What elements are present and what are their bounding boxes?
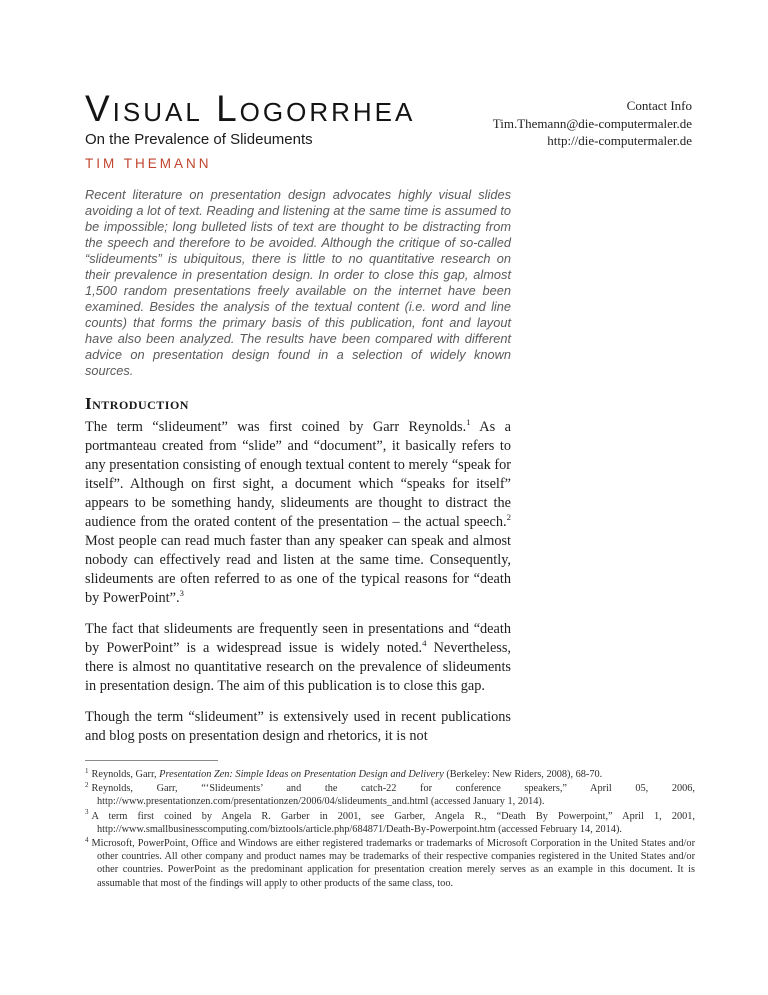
abstract: Recent literature on presentation design advocates highly visual slides avoiding a lot of text. Reading and listening at the same time is assumed to be impossible; long bulleted lists of text are thought to be distracting from the speech and therefore to be avoided. Although the critique of so-called “slideuments” is ubiquitous, there is little to no quantitative research on their prevalence in presentation design. In order to close this gap, almost 1,500 random presentations freely available on the internet have been examined. Besides the analysis of the textual content (i.e. word and line counts) that forms the primary basis of this publication, font and layout have also been analyzed. The results have been compared with different advice on presentation design found in a selection of widely known sources. — [85, 187, 511, 378]
footnote-number: 3 — [85, 808, 89, 817]
paragraph: Though the term “slideument” is extensively used in recent publications and blog posts on presentation design and rhetorics, it is not — [85, 709, 511, 744]
body-paragraphs — [85, 418, 511, 746]
author: TIM THEMANN — [85, 156, 212, 171]
title-block — [85, 90, 415, 171]
footnote-number: 1 — [85, 766, 89, 775]
footnotes-list — [85, 768, 695, 890]
footnote-separator — [85, 760, 218, 761]
paragraph: The term “slideument” was first coined by Garr Reynolds.$^1$ As a portmanteau created from “slide” and “document”, it basically refers to any presentation consisting of enough textual content to merely “speak for itself”. Although on first sight, a document which “speaks for itself” appears to be something handy, slideuments are thought to distract the audience from the orated content of the presentation – the actual speech.$^2$ Most people can read much faster than any speaker can speak and almost nobody can effectively read and listen at the same time. Consequently, slideuments are often referred to as one of the typical reasons for “death by PowerPoint”.$^3$ — [85, 417, 511, 606]
footnote: $^2$ Reynolds, Garr, “‘Slideuments’ and the catch-22 for conference speakers,” April 05, 2006, http://www.presentationzen.com/presentationzen/2006/04/slideuments_and.html (accessed January 1, 2014). — [85, 780, 695, 808]
footnote-number: 2 — [85, 780, 89, 789]
contact-website: http://die-computermaler.de — [547, 133, 692, 148]
footnote-number: 4 — [85, 835, 89, 844]
main-column — [85, 187, 511, 758]
footnote: $^3$ A term first coined by Angela R. Garber in 2001, see Garber, Angela R., “Death By Powerpoint,” April 1, 2001, http://www.smallbusinesscomputing.com/biztools/article.php/684871/Death-By-Powerpoint.htm (accessed February 14, 2014). — [85, 808, 695, 835]
contact-info — [493, 90, 692, 150]
subtitle: On the Prevalence of Slideuments — [85, 131, 313, 148]
footnote-ref: 3 — [179, 588, 184, 599]
contact-label: Contact Info — [626, 98, 692, 113]
contact-email: Tim.Themann@die-computermaler.de — [492, 115, 692, 131]
page-title: Visual Logorrhea — [85, 88, 416, 129]
header — [85, 90, 692, 171]
footnote-ref: 1 — [466, 417, 471, 428]
introduction-section — [85, 394, 511, 746]
footnote-ref: 4 — [422, 638, 427, 649]
section-heading-introduction: Introduction — [85, 394, 189, 413]
footnote-ref: 2 — [506, 512, 511, 523]
paragraph: The fact that slideuments are frequently seen in presentations and “death by PowerPoint” is a widespread issue is widely noted.$^4$ Nevertheless, there is almost no quantitative research on the prevalence of slideuments in presentation design. The aim of this publication is to close this gap. — [85, 621, 511, 694]
footnotes-block — [85, 760, 695, 990]
footnote: $^4$ Microsoft, PowerPoint, Office and Windows are either registered trademarks or trademarks of Microsoft Corporation in the United States and/or other countries. All other company and product names may be trademarks of their respective companies registered in the United States and/or other countries. PowerPoint as the predominant application for presentation creation merely serves as an example in this document. It is assumable that most of the findings will apply to other products of the same class, too. — [85, 835, 695, 889]
footnote: $^1$ Reynolds, Garr, Presentation Zen: Simple Ideas on Presentation Design and Delivery (Berkeley: New Riders, 2008), 68-70. — [85, 766, 603, 780]
italic-title: Presentation Zen: Simple Ideas on Presentation Design and Delivery — [159, 769, 444, 780]
